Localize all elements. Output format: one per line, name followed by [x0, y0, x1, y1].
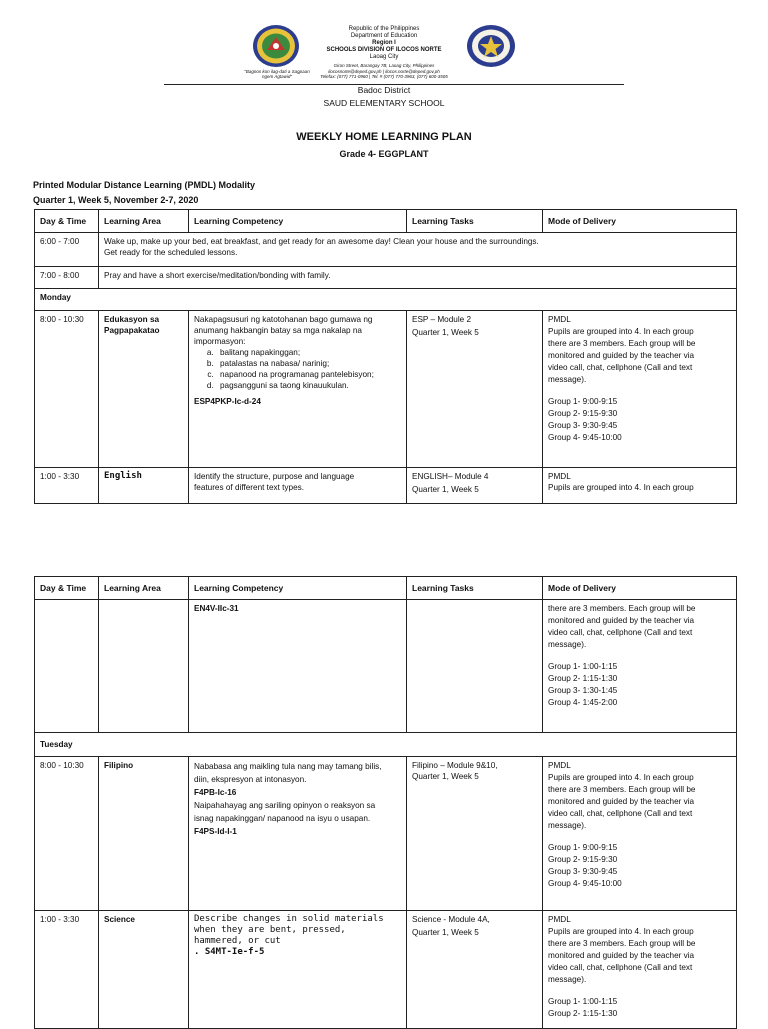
- learning-area-label: Pagpapakatao: [104, 326, 160, 335]
- delivery-cell: [543, 911, 737, 1029]
- time-cell: 1:00 - 3:30: [35, 911, 99, 1029]
- delivery-text: Pupils are grouped into 4. In each group: [548, 483, 694, 492]
- delivery-text: PMDL: [548, 915, 571, 924]
- competency-text: Nakapagsusuri ng katotohanan bago gumawa ng: [194, 315, 373, 324]
- list-item: d. pagsangguni sa taong kinauukulan.: [216, 380, 401, 391]
- weekly-plan-table-2: [34, 576, 737, 1029]
- delivery-text: there are 3 members. Each group will be: [548, 939, 696, 948]
- activity-text: Wake up, make up your bed, eat breakfast, and get ready for an awesome day! Clean your house and the surroundings.: [104, 237, 539, 246]
- competency-text: Naipahahayag ang sariling opinyon o reaksyon sa: [194, 801, 376, 810]
- activity-text: Get ready for the scheduled lessons.: [104, 248, 238, 257]
- col-learning-competency: Learning Competency: [189, 577, 407, 600]
- time-cell: 1:00 - 3:30: [35, 468, 99, 504]
- delivery-text: message).: [548, 975, 587, 984]
- time-cell: 8:00 - 10:30: [35, 757, 99, 911]
- table-row: [35, 468, 737, 504]
- group-schedule: Group 3- 9:30-9:45: [548, 421, 618, 430]
- time-cell: 7:00 - 8:00: [35, 267, 99, 289]
- delivery-text: message).: [548, 821, 587, 830]
- group-schedule: Group 3- 9:30-9:45: [548, 867, 618, 876]
- address-text: Giron Street, Barangay 7B, Laoag City, Philippines: [333, 63, 435, 68]
- table-header-row: [35, 577, 737, 600]
- competency-text: impormasyon:: [194, 337, 246, 346]
- task-cell: [407, 757, 543, 911]
- delivery-text: PMDL: [548, 315, 571, 324]
- col-learning-area: Learning Area: [99, 577, 189, 600]
- delivery-text: monitored and guided by the teacher via: [548, 951, 695, 960]
- competency-cell: [189, 757, 407, 911]
- list-item: b. patalastas na nabasa/ narinig;: [216, 358, 401, 369]
- day-row: [35, 733, 737, 757]
- col-mode-of-delivery: Mode of Delivery: [543, 577, 737, 600]
- group-schedule: Group 4- 1:45-2:00: [548, 698, 618, 707]
- col-mode-of-delivery: Mode of Delivery: [543, 210, 737, 233]
- competency-code: . S4MT-Ie-f-5: [194, 947, 265, 957]
- school-name: SAUD ELEMENTARY SCHOOL: [323, 98, 445, 108]
- deped-seal-icon: [466, 24, 516, 68]
- task-cell: [407, 911, 543, 1029]
- region-text: Region I: [372, 40, 396, 46]
- group-schedule: Group 1- 1:00-1:15: [548, 997, 618, 1006]
- activity-text: Pray and have a short exercise/meditation/bonding with family.: [99, 267, 737, 289]
- col-learning-area: Learning Area: [99, 210, 189, 233]
- competency-text: anumang hakbangin batay sa mga nakalap na: [194, 326, 362, 335]
- delivery-text: message).: [548, 375, 587, 384]
- table-header-row: [35, 210, 737, 233]
- delivery-cell: [543, 757, 737, 911]
- group-schedule: Group 2- 9:15-9:30: [548, 855, 618, 864]
- learning-area-label: Edukasyon sa: [104, 315, 160, 324]
- competency-cell: [189, 911, 407, 1029]
- delivery-text: PMDL: [548, 472, 571, 481]
- learning-area-label: Filipino: [99, 757, 189, 911]
- task-text: ESP – Module 2: [412, 315, 472, 324]
- table-row: [35, 267, 737, 289]
- group-schedule: Group 4- 9:45-10:00: [548, 879, 622, 888]
- delivery-text: there are 3 members. Each group will be: [548, 604, 696, 613]
- col-day-time: Day & Time: [35, 210, 99, 233]
- time-cell: [35, 600, 99, 733]
- task-text: ENGLISH– Module 4: [412, 472, 489, 481]
- day-label-monday: Monday: [35, 289, 737, 311]
- task-text: Quarter 1, Week 5: [412, 485, 479, 494]
- task-text: Science - Module 4A,: [412, 915, 490, 924]
- competency-text: features of different text types.: [194, 483, 304, 492]
- time-cell: 8:00 - 10:30: [35, 311, 99, 468]
- competency-code: F4PB-Ic-16: [194, 788, 237, 797]
- tel-text: Telefax: (077) 771-0960 | Tel. # (077) 770-3963, (077) 600-3505: [320, 74, 448, 79]
- task-text: Quarter 1, Week 5: [412, 772, 479, 781]
- city-text: Laoag City: [369, 54, 399, 60]
- delivery-text: message).: [548, 640, 587, 649]
- competency-code: ESP4PKP-Ic-d-24: [194, 397, 261, 406]
- weekly-plan-table-1: [34, 209, 737, 504]
- grade-text: Grade 4- EGGPLANT: [339, 149, 429, 159]
- col-learning-competency: Learning Competency: [189, 210, 407, 233]
- delivery-text: PMDL: [548, 761, 571, 770]
- group-schedule: Group 2- 1:15-1:30: [548, 674, 618, 683]
- group-schedule: Group 1- 9:00-9:15: [548, 397, 618, 406]
- task-cell: [407, 600, 543, 733]
- task-text: Filipino – Module 9&10,: [412, 761, 498, 770]
- day-label-tuesday: Tuesday: [35, 733, 737, 757]
- col-learning-tasks: Learning Tasks: [407, 577, 543, 600]
- col-learning-tasks: Learning Tasks: [407, 210, 543, 233]
- page-title: WEEKLY HOME LEARNING PLAN: [296, 131, 472, 143]
- time-cell: 6:00 - 7:00: [35, 233, 99, 267]
- competency-text: hammered, or cut: [194, 936, 281, 946]
- learning-area-cell: [99, 600, 189, 733]
- delivery-text: video call, chat, cellphone (Call and text: [548, 809, 693, 818]
- email-text: ilocosnorte@deped.gov.ph | ilocos.norte@deped.gov.ph: [328, 68, 440, 74]
- motto: "Bagnos kon ilag-dati a Sagpaan ngem Agtawid": [244, 69, 310, 79]
- group-schedule: Group 3- 1:30-1:45: [548, 686, 618, 695]
- competency-text: when they are bent, pressed,: [194, 925, 346, 935]
- table-row: [35, 233, 737, 267]
- delivery-text: video call, chat, cellphone (Call and text: [548, 963, 693, 972]
- day-row: [35, 289, 737, 311]
- competency-code: F4PS-Id-I-1: [194, 827, 237, 836]
- delivery-text: video call, chat, cellphone (Call and text: [548, 628, 693, 637]
- competency-text: isnag napakinggan/ napanood na isyu o usapan.: [194, 814, 371, 823]
- learning-area-label: English: [99, 468, 189, 504]
- delivery-text: video call, chat, cellphone (Call and text: [548, 363, 693, 372]
- delivery-cell: [543, 468, 737, 504]
- group-schedule: Group 1- 1:00-1:15: [548, 662, 618, 671]
- group-schedule: Group 1- 9:00-9:15: [548, 843, 618, 852]
- list-item: a. balitang napakinggan;: [216, 347, 401, 358]
- table-row: [35, 600, 737, 733]
- modality-text: Printed Modular Distance Learning (PMDL) Modality: [33, 180, 256, 190]
- delivery-cell: [543, 600, 737, 733]
- competency-code: EN4V-IIc-31: [189, 600, 407, 733]
- republic-text: Republic of the Philippines: [348, 26, 420, 32]
- task-text: Quarter 1, Week 5: [412, 928, 479, 937]
- group-schedule: Group 2- 1:15-1:30: [548, 1009, 618, 1018]
- task-cell: [407, 311, 543, 468]
- col-day-time: Day & Time: [35, 577, 99, 600]
- delivery-text: monitored and guided by the teacher via: [548, 797, 695, 806]
- task-text: Quarter 1, Week 5: [412, 328, 479, 337]
- table-row: [35, 911, 737, 1029]
- competency-text: Nababasa ang maikling tula nang may tamang bilis,: [194, 762, 382, 771]
- competency-list: [194, 347, 401, 391]
- delivery-cell: [543, 311, 737, 468]
- division-text: SCHOOLS DIVISION OF ILOCOS NORTE: [326, 47, 442, 53]
- table-row: [35, 757, 737, 911]
- group-schedule: Group 4- 9:45-10:00: [548, 433, 622, 442]
- delivery-text: Pupils are grouped into 4. In each group: [548, 927, 694, 936]
- competency-cell: [189, 468, 407, 504]
- competency-text: Describe changes in solid materials: [194, 914, 384, 924]
- table-row: [35, 311, 737, 468]
- delivery-text: monitored and guided by the teacher via: [548, 616, 695, 625]
- competency-text: Identify the structure, purpose and language: [194, 472, 355, 481]
- competency-text: diin, ekspresyon at intonasyon.: [194, 775, 307, 784]
- delivery-text: there are 3 members. Each group will be: [548, 785, 696, 794]
- quarter-text: Quarter 1, Week 5, November 2-7, 2020: [33, 195, 199, 205]
- delivery-text: there are 3 members. Each group will be: [548, 339, 696, 348]
- deped-division-seal-icon: [252, 24, 300, 68]
- delivery-text: monitored and guided by the teacher via: [548, 351, 695, 360]
- learning-area-cell: [99, 311, 189, 468]
- group-schedule: Group 2- 9:15-9:30: [548, 409, 618, 418]
- letterhead: [304, 26, 464, 80]
- delivery-text: Pupils are grouped into 4. In each group: [548, 327, 694, 336]
- activity-cell: [99, 233, 737, 267]
- department-text: Department of Education: [350, 33, 418, 39]
- task-cell: [407, 468, 543, 504]
- list-item: c. napanood na programanag pantelebisyon;: [216, 369, 401, 380]
- learning-area-label: Science: [99, 911, 189, 1029]
- district-text: Badoc District: [357, 85, 411, 95]
- delivery-text: Pupils are grouped into 4. In each group: [548, 773, 694, 782]
- competency-cell: [189, 311, 407, 468]
